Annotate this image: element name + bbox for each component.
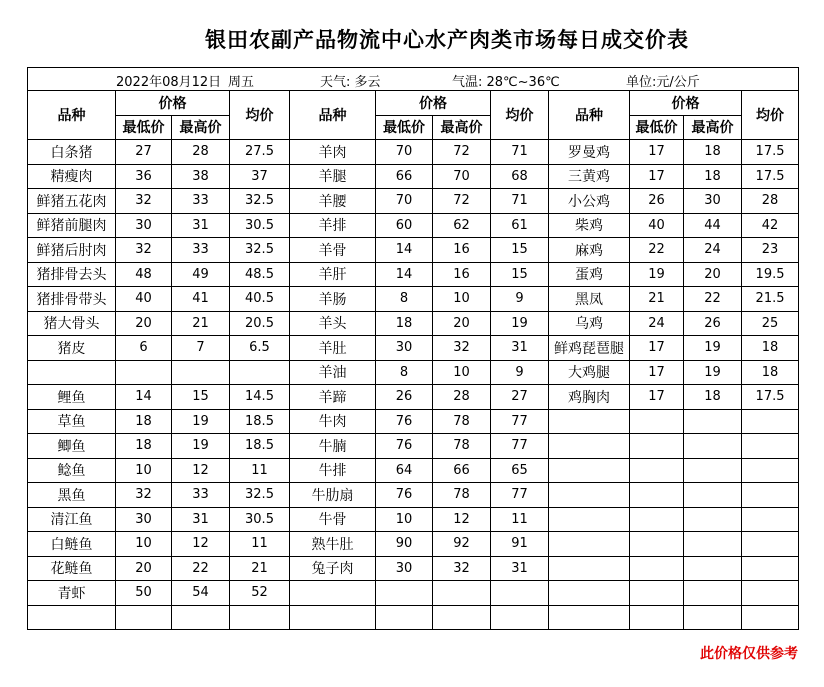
cell-max: 28 [433, 385, 491, 410]
cell-avg: 42 [742, 213, 799, 238]
cell-avg: 30.5 [230, 213, 290, 238]
cell-max: 18 [684, 164, 742, 189]
cell-name [549, 605, 630, 630]
avg-header: 均价 [742, 91, 799, 140]
max-header: 最高价 [172, 115, 230, 140]
table-row [28, 483, 799, 508]
cell-avg: 77 [491, 483, 549, 508]
cell-name: 羊肉 [290, 140, 376, 165]
cell-max: 70 [433, 164, 491, 189]
cell-min: 8 [376, 287, 433, 312]
cell-min: 17 [630, 385, 684, 410]
cell-min: 6 [116, 336, 172, 361]
unit-label: 单位:元/公斤 [626, 75, 700, 90]
cell-min: 32 [116, 189, 172, 214]
cell-avg: 15 [491, 238, 549, 263]
cell-name: 兔子肉 [290, 556, 376, 581]
cell-max: 20 [684, 262, 742, 287]
table-row [28, 605, 799, 630]
cell-max: 22 [172, 556, 230, 581]
cell-name: 鲫鱼 [28, 434, 116, 459]
table-row [28, 140, 799, 165]
cell-min: 17 [630, 164, 684, 189]
cell-avg: 17.5 [742, 385, 799, 410]
cell-min: 22 [630, 238, 684, 263]
cell-min: 18 [116, 409, 172, 434]
cell-max: 66 [433, 458, 491, 483]
cell-name: 羊头 [290, 311, 376, 336]
info-cell [28, 68, 799, 91]
table-row [28, 311, 799, 336]
cell-avg: 31 [491, 336, 549, 361]
cell-name [549, 556, 630, 581]
cell-min: 17 [630, 336, 684, 361]
cell-avg: 17.5 [742, 164, 799, 189]
cell-name: 牛肉 [290, 409, 376, 434]
cell-min: 26 [630, 189, 684, 214]
cell-max: 38 [172, 164, 230, 189]
cell-avg [491, 605, 549, 630]
price-header: 价格 [376, 91, 491, 116]
cell-min [116, 360, 172, 385]
cell-max [684, 458, 742, 483]
cell-max: 62 [433, 213, 491, 238]
cell-name: 牛排 [290, 458, 376, 483]
cell-max: 19 [684, 360, 742, 385]
cell-name: 鲤鱼 [28, 385, 116, 410]
cell-max: 44 [684, 213, 742, 238]
table-row [28, 164, 799, 189]
cell-name: 羊肝 [290, 262, 376, 287]
cell-name: 青虾 [28, 581, 116, 606]
disclaimer-note: 此价格仅供参考 [700, 646, 798, 662]
cell-max: 32 [433, 336, 491, 361]
cell-avg: 11 [491, 507, 549, 532]
cell-name [549, 409, 630, 434]
cell-name: 牛肋扇 [290, 483, 376, 508]
table-row [28, 458, 799, 483]
table-row [28, 287, 799, 312]
cell-avg [742, 483, 799, 508]
table-row [28, 409, 799, 434]
cell-min: 21 [630, 287, 684, 312]
cell-name: 猪排骨去头 [28, 262, 116, 287]
cell-max: 20 [433, 311, 491, 336]
cell-min [630, 434, 684, 459]
cell-min: 17 [630, 360, 684, 385]
table-row [28, 532, 799, 557]
cell-min: 40 [116, 287, 172, 312]
cell-avg [230, 360, 290, 385]
cell-avg [742, 605, 799, 630]
table-row [28, 238, 799, 263]
cell-min: 10 [116, 458, 172, 483]
cell-min: 76 [376, 434, 433, 459]
cell-min: 30 [116, 213, 172, 238]
cell-name: 精瘦肉 [28, 164, 116, 189]
cell-max [684, 605, 742, 630]
cell-name: 白鲢鱼 [28, 532, 116, 557]
cell-max: 78 [433, 483, 491, 508]
table-row [28, 556, 799, 581]
cell-avg [742, 507, 799, 532]
cell-min: 18 [376, 311, 433, 336]
cell-avg: 21 [230, 556, 290, 581]
cell-min: 24 [630, 311, 684, 336]
cell-name: 黑凤 [549, 287, 630, 312]
cell-min [116, 605, 172, 630]
cell-name [549, 434, 630, 459]
cell-max: 22 [684, 287, 742, 312]
cell-avg: 18.5 [230, 409, 290, 434]
cell-max: 33 [172, 189, 230, 214]
cell-min: 20 [116, 556, 172, 581]
cell-min [630, 581, 684, 606]
min-header: 最低价 [630, 115, 684, 140]
cell-name [549, 483, 630, 508]
cell-avg: 28 [742, 189, 799, 214]
cell-name: 鲜猪前腿肉 [28, 213, 116, 238]
cell-min: 10 [376, 507, 433, 532]
cell-max: 31 [172, 507, 230, 532]
cell-max [684, 483, 742, 508]
min-header: 最低价 [376, 115, 433, 140]
cell-min: 20 [116, 311, 172, 336]
cell-name: 鲜猪后肘肉 [28, 238, 116, 263]
cell-name [290, 605, 376, 630]
cell-min: 76 [376, 483, 433, 508]
cell-name: 麻鸡 [549, 238, 630, 263]
cell-name: 清江鱼 [28, 507, 116, 532]
cell-min: 14 [116, 385, 172, 410]
cell-max: 72 [433, 189, 491, 214]
cell-max: 7 [172, 336, 230, 361]
cell-avg [742, 409, 799, 434]
cell-name: 猪皮 [28, 336, 116, 361]
cell-max [684, 507, 742, 532]
cell-name: 大鸡腿 [549, 360, 630, 385]
cell-avg: 20.5 [230, 311, 290, 336]
cell-max: 10 [433, 360, 491, 385]
cell-min: 70 [376, 140, 433, 165]
cell-avg: 48.5 [230, 262, 290, 287]
cell-max: 31 [172, 213, 230, 238]
cell-name: 草鱼 [28, 409, 116, 434]
header-row-1 [28, 91, 799, 116]
weather-label: 天气: 多云 [320, 75, 381, 90]
cell-max: 32 [433, 556, 491, 581]
cell-avg: 11 [230, 458, 290, 483]
cell-min: 30 [376, 336, 433, 361]
cell-max [684, 409, 742, 434]
cell-min [376, 581, 433, 606]
cell-max: 78 [433, 409, 491, 434]
table-row [28, 189, 799, 214]
cell-avg [491, 581, 549, 606]
cell-avg: 6.5 [230, 336, 290, 361]
cell-name: 黑鱼 [28, 483, 116, 508]
table-row [28, 507, 799, 532]
cell-min: 14 [376, 238, 433, 263]
cell-max [684, 581, 742, 606]
cell-min: 40 [630, 213, 684, 238]
table-row [28, 360, 799, 385]
cell-name [549, 507, 630, 532]
cell-name: 三黄鸡 [549, 164, 630, 189]
cell-avg [742, 581, 799, 606]
cell-min: 17 [630, 140, 684, 165]
table-row [28, 385, 799, 410]
table-row [28, 434, 799, 459]
cell-min [630, 507, 684, 532]
avg-header: 均价 [491, 91, 549, 140]
cell-max: 16 [433, 238, 491, 263]
cell-min: 64 [376, 458, 433, 483]
cell-max: 24 [684, 238, 742, 263]
cell-name: 牛腩 [290, 434, 376, 459]
cell-max [684, 434, 742, 459]
cell-max [433, 581, 491, 606]
table-row [28, 262, 799, 287]
cell-min [630, 483, 684, 508]
cell-min [630, 409, 684, 434]
cell-max: 19 [684, 336, 742, 361]
cell-name: 羊肚 [290, 336, 376, 361]
info-row [28, 68, 799, 91]
page-title: 银田农副产品物流中心水产肉类市场每日成交价表 [205, 28, 689, 52]
cell-avg: 18 [742, 360, 799, 385]
cell-name: 羊肠 [290, 287, 376, 312]
cell-name: 羊排 [290, 213, 376, 238]
cell-max: 10 [433, 287, 491, 312]
cell-max: 21 [172, 311, 230, 336]
cell-avg: 77 [491, 409, 549, 434]
cell-min: 18 [116, 434, 172, 459]
cell-min [376, 605, 433, 630]
cell-min: 30 [376, 556, 433, 581]
cell-name: 羊腿 [290, 164, 376, 189]
variety-header: 品种 [290, 91, 376, 140]
cell-name: 罗曼鸡 [549, 140, 630, 165]
cell-name: 牛骨 [290, 507, 376, 532]
cell-max: 92 [433, 532, 491, 557]
cell-max: 12 [172, 458, 230, 483]
cell-max: 16 [433, 262, 491, 287]
cell-min: 48 [116, 262, 172, 287]
cell-avg: 40.5 [230, 287, 290, 312]
variety-header: 品种 [28, 91, 116, 140]
cell-max: 33 [172, 483, 230, 508]
cell-min: 90 [376, 532, 433, 557]
cell-avg: 23 [742, 238, 799, 263]
cell-avg [230, 605, 290, 630]
cell-avg: 21.5 [742, 287, 799, 312]
cell-avg: 15 [491, 262, 549, 287]
cell-name [549, 532, 630, 557]
cell-avg: 30.5 [230, 507, 290, 532]
cell-avg [742, 532, 799, 557]
cell-avg [742, 434, 799, 459]
cell-max: 33 [172, 238, 230, 263]
temperature-label: 气温: 28℃~36℃ [452, 75, 560, 90]
cell-name [28, 605, 116, 630]
cell-avg: 77 [491, 434, 549, 459]
price-table [27, 67, 799, 630]
weekday-label: 周五 [228, 75, 255, 90]
cell-avg: 71 [491, 140, 549, 165]
cell-min: 76 [376, 409, 433, 434]
cell-min: 14 [376, 262, 433, 287]
cell-min: 30 [116, 507, 172, 532]
cell-max: 18 [684, 140, 742, 165]
cell-max: 12 [433, 507, 491, 532]
table-row [28, 581, 799, 606]
cell-max: 41 [172, 287, 230, 312]
cell-avg: 37 [230, 164, 290, 189]
price-header: 价格 [630, 91, 742, 116]
cell-name [290, 581, 376, 606]
cell-name: 羊骨 [290, 238, 376, 263]
cell-avg: 71 [491, 189, 549, 214]
cell-min: 70 [376, 189, 433, 214]
cell-avg: 61 [491, 213, 549, 238]
cell-min: 36 [116, 164, 172, 189]
cell-avg: 17.5 [742, 140, 799, 165]
cell-avg: 68 [491, 164, 549, 189]
cell-avg: 32.5 [230, 483, 290, 508]
cell-name: 猪排骨带头 [28, 287, 116, 312]
cell-name: 熟牛肚 [290, 532, 376, 557]
cell-max: 15 [172, 385, 230, 410]
cell-name: 羊油 [290, 360, 376, 385]
cell-min: 50 [116, 581, 172, 606]
cell-max: 49 [172, 262, 230, 287]
cell-avg: 14.5 [230, 385, 290, 410]
cell-avg: 9 [491, 360, 549, 385]
table-row [28, 213, 799, 238]
cell-name: 小公鸡 [549, 189, 630, 214]
cell-max [684, 556, 742, 581]
cell-avg [742, 556, 799, 581]
date-label: 2022年08月12日 [116, 75, 222, 90]
cell-avg: 9 [491, 287, 549, 312]
cell-avg: 19.5 [742, 262, 799, 287]
cell-max: 30 [684, 189, 742, 214]
cell-max: 26 [684, 311, 742, 336]
cell-avg: 91 [491, 532, 549, 557]
cell-min: 8 [376, 360, 433, 385]
cell-max [172, 605, 230, 630]
cell-avg: 18.5 [230, 434, 290, 459]
cell-avg: 52 [230, 581, 290, 606]
cell-name [28, 360, 116, 385]
cell-name: 羊蹄 [290, 385, 376, 410]
cell-name: 鲜鸡琵琶腿 [549, 336, 630, 361]
cell-min: 66 [376, 164, 433, 189]
price-header: 价格 [116, 91, 230, 116]
cell-min: 27 [116, 140, 172, 165]
max-header: 最高价 [684, 115, 742, 140]
cell-name: 白条猪 [28, 140, 116, 165]
cell-min [630, 532, 684, 557]
cell-avg: 27.5 [230, 140, 290, 165]
cell-name: 花鲢鱼 [28, 556, 116, 581]
cell-min: 19 [630, 262, 684, 287]
cell-avg: 18 [742, 336, 799, 361]
cell-max: 19 [172, 434, 230, 459]
header-row-2 [28, 115, 799, 140]
cell-max: 28 [172, 140, 230, 165]
cell-min: 32 [116, 238, 172, 263]
cell-name: 鸡胸肉 [549, 385, 630, 410]
cell-name: 鲶鱼 [28, 458, 116, 483]
cell-min: 32 [116, 483, 172, 508]
cell-max: 12 [172, 532, 230, 557]
variety-header: 品种 [549, 91, 630, 140]
cell-name: 蛋鸡 [549, 262, 630, 287]
cell-name: 猪大骨头 [28, 311, 116, 336]
min-header: 最低价 [116, 115, 172, 140]
cell-min: 60 [376, 213, 433, 238]
cell-max [684, 532, 742, 557]
cell-avg: 32.5 [230, 189, 290, 214]
cell-name: 乌鸡 [549, 311, 630, 336]
cell-avg: 11 [230, 532, 290, 557]
cell-name: 羊腰 [290, 189, 376, 214]
table-row [28, 336, 799, 361]
cell-avg: 27 [491, 385, 549, 410]
cell-max: 54 [172, 581, 230, 606]
cell-name [549, 458, 630, 483]
cell-max: 19 [172, 409, 230, 434]
cell-min [630, 458, 684, 483]
cell-avg: 25 [742, 311, 799, 336]
cell-avg: 31 [491, 556, 549, 581]
cell-min [630, 556, 684, 581]
cell-max [433, 605, 491, 630]
cell-max: 78 [433, 434, 491, 459]
max-header: 最高价 [433, 115, 491, 140]
cell-avg: 19 [491, 311, 549, 336]
avg-header: 均价 [230, 91, 290, 140]
cell-min [630, 605, 684, 630]
cell-max [172, 360, 230, 385]
cell-avg: 65 [491, 458, 549, 483]
cell-min: 26 [376, 385, 433, 410]
cell-name [549, 581, 630, 606]
cell-max: 72 [433, 140, 491, 165]
cell-min: 10 [116, 532, 172, 557]
cell-max: 18 [684, 385, 742, 410]
cell-avg: 32.5 [230, 238, 290, 263]
cell-avg [742, 458, 799, 483]
cell-name: 柴鸡 [549, 213, 630, 238]
cell-name: 鲜猪五花肉 [28, 189, 116, 214]
